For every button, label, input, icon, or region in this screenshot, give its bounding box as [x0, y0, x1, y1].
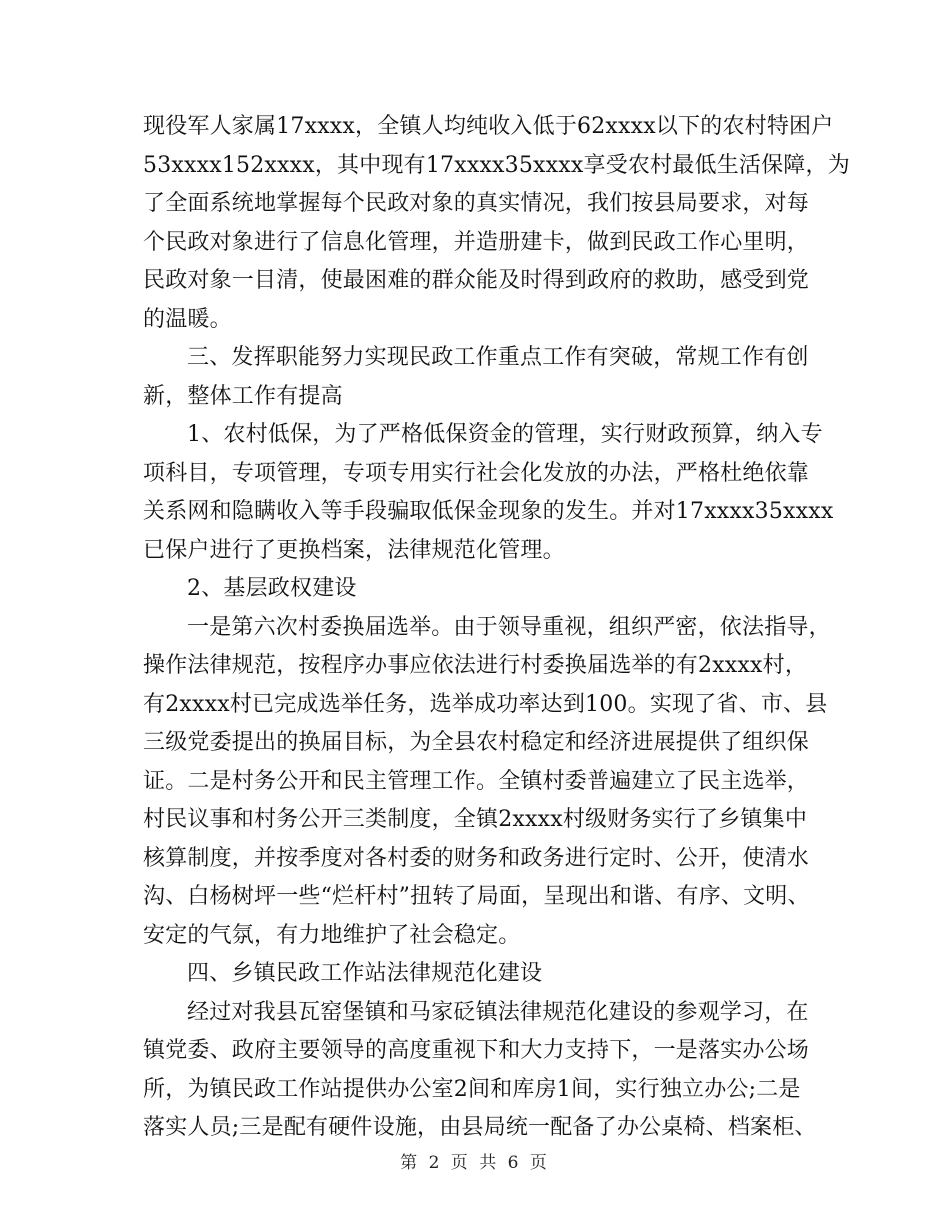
text-line: 安定的气氛，有力地维护了社会稳定。	[143, 922, 521, 948]
text-line: 核算制度，并按季度对各村委的财务和政务进行定时、公开，使清水	[143, 845, 810, 871]
text-line: 四、乡镇民政工作站法律规范化建设	[187, 961, 543, 986]
text-line: 现役军人家属17xxxx，全镇人均纯收入低于62xxxx以下的农村特困户	[143, 114, 834, 139]
text-line: 落实人员;三是配有硬件设施，由县局统一配备了办公桌椅、档案柜、	[143, 1115, 817, 1140]
text-line: 新，整体工作有提高	[143, 383, 343, 409]
text-line: 53xxxx152xxxx，其中现有17xxxx35xxxx享受农村最低生活保障，为	[143, 152, 850, 178]
text-line: 有2xxxx村已完成选举任务，选举成功率达到100。实现了省、市、县	[143, 691, 828, 717]
text-line: 经过对我县瓦窑堡镇和马家砭镇法律规范化建设的参观学习，在	[187, 999, 809, 1025]
text-line: 镇党委、政府主要领导的高度重视下和大力支持下，一是落实办公场	[143, 1038, 810, 1063]
text-line: 的温暖。	[143, 306, 232, 332]
text-line: 三级党委提出的换届目标，为全县农村稳定和经济进展提供了组织保	[143, 730, 810, 755]
text-line: 民政对象一目清，使最困难的群众能及时得到政府的救助，感受到党	[143, 268, 810, 293]
document-body	[143, 108, 850, 1148]
page-footer: 第 2 页 共 6 页	[400, 1153, 550, 1173]
text-line: 个民政对象进行了信息化管理，并造册建卡，做到民政工作心里明，	[143, 229, 810, 255]
text-line: 一是第六次村委换届选举。由于领导重视，组织严密，依法指导，	[187, 614, 831, 640]
text-line: 沟、白杨树坪一些“烂杆村”扭转了局面，呈现出和谐、有序、文明、	[143, 884, 810, 909]
text-line: 操作法律规范，按程序办事应依法进行村委换届选举的有2xxxx村，	[143, 653, 808, 678]
text-line: 所，为镇民政工作站提供办公室2间和库房1间，实行独立办公;二是	[143, 1076, 801, 1102]
text-line: 已保户进行了更换档案，法律规范化管理。	[143, 537, 565, 563]
text-line: 证。二是村务公开和民主管理工作。全镇村委普遍建立了民主选举，	[143, 768, 810, 794]
text-line: 关系网和隐瞒收入等手段骗取低保金现象的发生。并对17xxxx35xxxx	[143, 499, 834, 524]
text-line: 村民议事和村务公开三类制度，全镇2xxxx村级财务实行了乡镇集中	[143, 807, 808, 832]
text-line: 2、基层政权建设	[187, 576, 357, 601]
text-line: 了全面系统地掌握每个民政对象的真实情况，我们按县局要求，对每	[143, 191, 810, 216]
text-line: 1、农村低保，为了严格低保资金的管理，实行财政预算，纳入专	[187, 422, 823, 447]
text-line: 项科目，专项管理，专项专用实行社会化发放的办法，严格杜绝依靠	[143, 460, 810, 486]
text-line: 三、发挥职能努力实现民政工作重点工作有突破，常规工作有创	[187, 345, 809, 370]
